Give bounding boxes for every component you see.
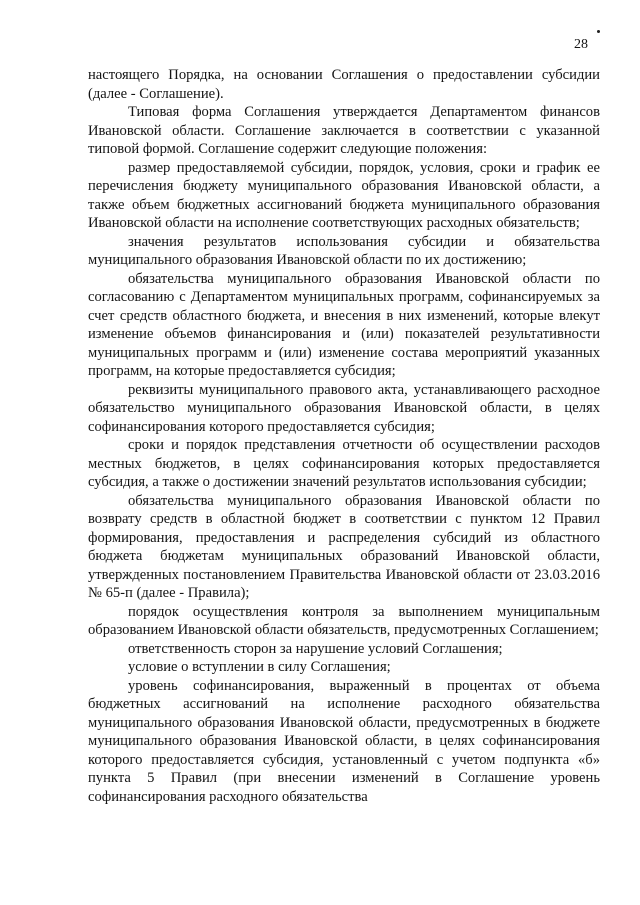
document-body [88,66,600,806]
paragraph-typical-form: Типовая форма Соглашения утверждается Департаментом финансов Ивановской области. Соглашение заключается в соответствии с указанной типовой формой. Соглашение содержит следующие положения: [88,104,600,157]
paragraph-legal-act-details: реквизиты муниципального правового акта, устанавливающего расходное обязательство муниципального образования Ивановской области, в целях софинансирования которого предоставляется субсидия; [88,381,600,435]
paragraph-result-values: значения результатов использования субсидии и обязательства муниципального образования Ивановской области по их достижению; [88,233,600,268]
paragraph-refund-obligations: обязательства муниципального образования Ивановской области по возврату средств в областной бюджет в соответствии с пунктом 12 Правил формирования, предоставления и распределения субсидий из областного бюджета бюджетам муниципальных образований Ивановской области, утвержденных постановлением Правительства Ивановской области от 23.03.2016 № 65-п (далее - Правила); [88,492,600,601]
paragraph-entry-into-force: условие о вступлении в силу Соглашения; [128,659,391,675]
paragraph-control: порядок осуществления контроля за выполнением муниципальным образованием Ивановской области обязательств, предусмотренных Соглашением; [88,603,600,638]
paragraph-reporting: сроки и порядок представления отчетности об осуществлении расходов местных бюджетов, в целях софинансирования которых предоставляется субсидия, а также о достижении значений результатов использования субсидии; [88,437,600,490]
paragraph-responsibility: ответственность сторон за нарушение условий Соглашения; [128,640,503,657]
paragraph-subsidy-amount: размер предоставляемой субсидии, порядок, условия, сроки и график ее перечисления бюджету муниципального образования Ивановской области, а также объем бюджетных ассигнований бюджета муниципального образования Ивановской области на исполнение соответствующих расходных обязательств; [88,159,600,231]
scan-mark [597,30,600,33]
paragraph-program-obligations: обязательства муниципального образования Ивановской области по согласованию с Департаментом муниципальных программ, софинансируемых за счет средств областного бюджета, и внесения в них изменений, которые влекут изменение объемов финансирования и (или) показателей результативности муниципальных программ и (или) изменение состава мероприятий указанных программ, на которые предоставляется субсидия; [88,270,600,379]
paragraph-cofinancing-level: уровень софинансирования, выраженный в процентах от объема бюджетных ассигнований на исполнение расходного обязательства муниципального образования Ивановской области, предусмотренных в бюджете муниципального образования Ивановской области, в целях софинансирования которого предоставляется субсидия, установленный с учетом подпункта «б» пункта 5 Правил (при внесении изменений в Соглашение уровень софинансирования расходного обязательства [88,677,600,805]
page-number: 28 [574,37,588,52]
paragraph-continuation: настоящего Порядка, на основании Соглашения о предоставлении субсидии (далее - Соглашение). [88,67,600,102]
